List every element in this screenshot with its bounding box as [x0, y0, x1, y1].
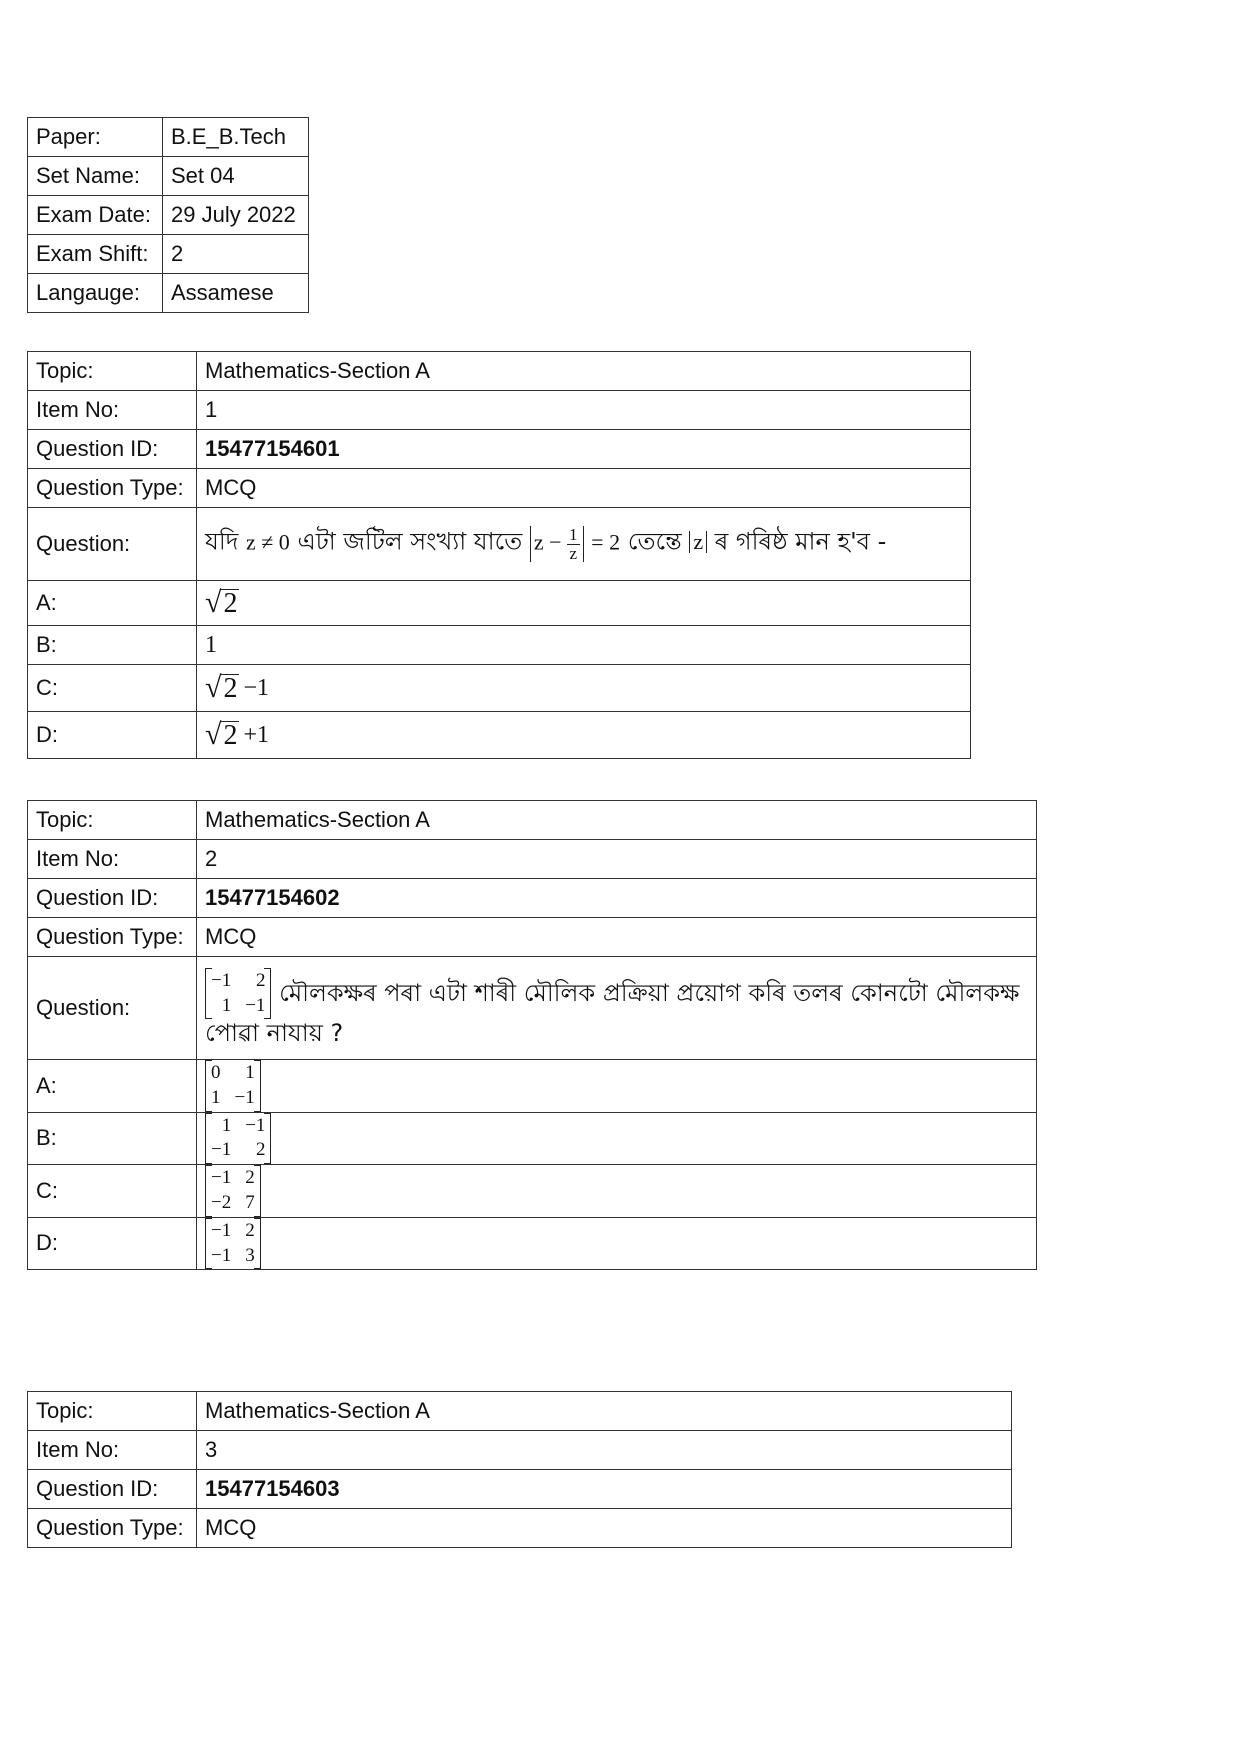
meta-value: Assamese — [163, 274, 309, 313]
matrix-cell: −1 — [211, 1219, 232, 1241]
sqrt-radicand: 2 — [223, 672, 238, 704]
option-a-label: A: — [28, 581, 197, 626]
q-expr-z: z − — [533, 529, 562, 555]
matrix-cell: 3 — [245, 1244, 255, 1266]
matrix-cell: 7 — [245, 1191, 255, 1213]
q3-item-row — [28, 1431, 1012, 1470]
option-d-label: D: — [28, 712, 197, 759]
matrix-cell: 2 — [255, 969, 266, 991]
meta-label: Langauge: — [28, 274, 163, 313]
sqrt-radicand: 2 — [223, 719, 238, 751]
matrix-cell: −2 — [211, 1191, 232, 1213]
matrix-cell: −1 — [211, 969, 232, 991]
meta-label: Paper: — [28, 118, 163, 157]
question-1-table — [27, 351, 971, 759]
meta-row-language — [28, 274, 309, 313]
exam-meta-table — [27, 117, 309, 313]
matrix-cell: −1 — [245, 994, 266, 1016]
question-id-value: 15477154603 — [197, 1470, 1012, 1509]
q1-option-b-row — [28, 626, 971, 665]
option-b-label: B: — [28, 626, 197, 665]
q2-option-d-row — [28, 1217, 1037, 1270]
question-type-value: MCQ — [197, 918, 1037, 957]
question-id-label: Question ID: — [28, 1470, 197, 1509]
matrix-cell: −1 — [245, 1114, 266, 1136]
meta-row-set-name — [28, 157, 309, 196]
q1-option-a-row — [28, 581, 971, 626]
matrix-cell: 0 — [211, 1062, 221, 1083]
q1-item-row — [28, 391, 971, 430]
option-d-value — [197, 1217, 1037, 1270]
matrix-cell: 1 — [221, 994, 232, 1016]
option-d-value — [197, 712, 971, 759]
meta-row-exam-shift — [28, 235, 309, 274]
item-no-label: Item No: — [28, 391, 197, 430]
question-label: Question: — [28, 508, 197, 581]
question-type-label: Question Type: — [28, 1509, 197, 1548]
topic-value: Mathematics-Section A — [197, 801, 1037, 840]
meta-label: Exam Shift: — [28, 235, 163, 274]
question-type-value: MCQ — [197, 469, 971, 508]
question-id-label: Question ID: — [28, 879, 197, 918]
option-c-value — [197, 665, 971, 712]
option-c-label: C: — [28, 1165, 197, 1218]
option-d-label: D: — [28, 1217, 197, 1270]
q2-item-row — [28, 840, 1037, 879]
option-matrix — [205, 1060, 261, 1112]
q2-option-b-row — [28, 1112, 1037, 1165]
q-equals: = 2 — [591, 529, 621, 555]
q-text-part: মৌলকক্ষৰ পৰা এটা শাৰী মৌলিক প্ৰক্ৰিয়া প্ৰয়োগ কৰি তলৰ কোনটো মৌলকক্ষ পোৱা নাযায় ? — [205, 978, 1020, 1048]
question-3-table — [27, 1391, 1012, 1548]
q3-topic-row — [28, 1392, 1012, 1431]
q1-option-c-row — [28, 665, 971, 712]
item-no-label: Item No: — [28, 840, 197, 879]
option-b-label: B: — [28, 1112, 197, 1165]
item-no-value: 2 — [197, 840, 1037, 879]
question-type-label: Question Type: — [28, 918, 197, 957]
q-fraction-den: z — [569, 543, 578, 563]
topic-label: Topic: — [28, 1392, 197, 1431]
q-text-part: এটা জটিল সংখ্যা যাতে — [297, 527, 523, 556]
q1-type-row — [28, 469, 971, 508]
option-a-value — [197, 1060, 1037, 1113]
matrix-cell: 2 — [245, 1219, 255, 1241]
question-id-value: 15477154602 — [197, 879, 1037, 918]
matrix-cell: −1 — [234, 1086, 255, 1108]
q-condition: z ≠ 0 — [245, 529, 290, 555]
meta-value: Set 04 — [163, 157, 309, 196]
q3-type-row — [28, 1509, 1012, 1548]
q-abs-z: z — [689, 531, 707, 553]
q2-type-row — [28, 918, 1037, 957]
matrix-cell: 1 — [211, 1086, 221, 1108]
option-tail: +1 — [243, 722, 270, 748]
sqrt-expression: √ 2 +1 — [205, 717, 270, 751]
question-id-label: Question ID: — [28, 430, 197, 469]
matrix-cell: −1 — [211, 1139, 232, 1161]
q2-question-row — [28, 957, 1037, 1060]
sqrt-expression: √ 2 — [205, 585, 238, 619]
question-type-label: Question Type: — [28, 469, 197, 508]
q1-question-row — [28, 508, 971, 581]
q2-topic-row — [28, 801, 1037, 840]
meta-label: Set Name: — [28, 157, 163, 196]
sqrt-expression: √ 2 −1 — [205, 670, 270, 704]
q1-topic-row — [28, 352, 971, 391]
topic-value: Mathematics-Section A — [197, 352, 971, 391]
sqrt-radicand: 2 — [223, 587, 238, 619]
matrix-cell: 2 — [255, 1139, 266, 1161]
q1-option-d-row — [28, 712, 971, 759]
question-type-value: MCQ — [197, 1509, 1012, 1548]
question-id-value: 15477154601 — [197, 430, 971, 469]
option-b-value — [197, 1112, 1037, 1165]
q-fraction — [567, 526, 580, 563]
q-modulus-expression — [530, 526, 584, 563]
question-label: Question: — [28, 957, 197, 1060]
q-text-part: তেন্তে — [627, 527, 682, 556]
q2-option-a-row — [28, 1060, 1037, 1113]
meta-value: 29 July 2022 — [163, 196, 309, 235]
meta-label: Exam Date: — [28, 196, 163, 235]
item-no-label: Item No: — [28, 1431, 197, 1470]
q3-id-row — [28, 1470, 1012, 1509]
q1-id-row — [28, 430, 971, 469]
option-a-value — [197, 581, 971, 626]
question-matrix — [205, 968, 271, 1020]
item-no-value: 3 — [197, 1431, 1012, 1470]
matrix-cell: −1 — [211, 1244, 232, 1266]
meta-row-paper — [28, 118, 309, 157]
q-text-part: যদি — [205, 527, 239, 556]
topic-value: Mathematics-Section A — [197, 1392, 1012, 1431]
topic-label: Topic: — [28, 352, 197, 391]
q2-option-c-row — [28, 1165, 1037, 1218]
topic-label: Topic: — [28, 801, 197, 840]
option-matrix — [205, 1218, 261, 1270]
meta-row-exam-date — [28, 196, 309, 235]
meta-value: B.E_B.Tech — [163, 118, 309, 157]
question-2-table — [27, 800, 1037, 1270]
option-c-value — [197, 1165, 1037, 1218]
q-text-part: ৰ গৰিষ্ঠ মান হ'ব - — [714, 527, 887, 556]
option-matrix — [205, 1165, 261, 1217]
item-no-value: 1 — [197, 391, 971, 430]
matrix-cell: 1 — [221, 1114, 232, 1136]
question-text — [197, 957, 1037, 1060]
option-a-label: A: — [28, 1060, 197, 1113]
option-b-value: 1 — [197, 626, 971, 665]
option-matrix — [205, 1113, 271, 1165]
question-text — [197, 508, 971, 581]
q2-id-row — [28, 879, 1037, 918]
matrix-cell: 1 — [245, 1062, 255, 1083]
q-fraction-num: 1 — [569, 524, 578, 544]
matrix-cell: 2 — [245, 1167, 255, 1189]
meta-value: 2 — [163, 235, 309, 274]
option-c-label: C: — [28, 665, 197, 712]
matrix-cell: −1 — [211, 1167, 232, 1189]
option-tail: −1 — [243, 675, 270, 701]
